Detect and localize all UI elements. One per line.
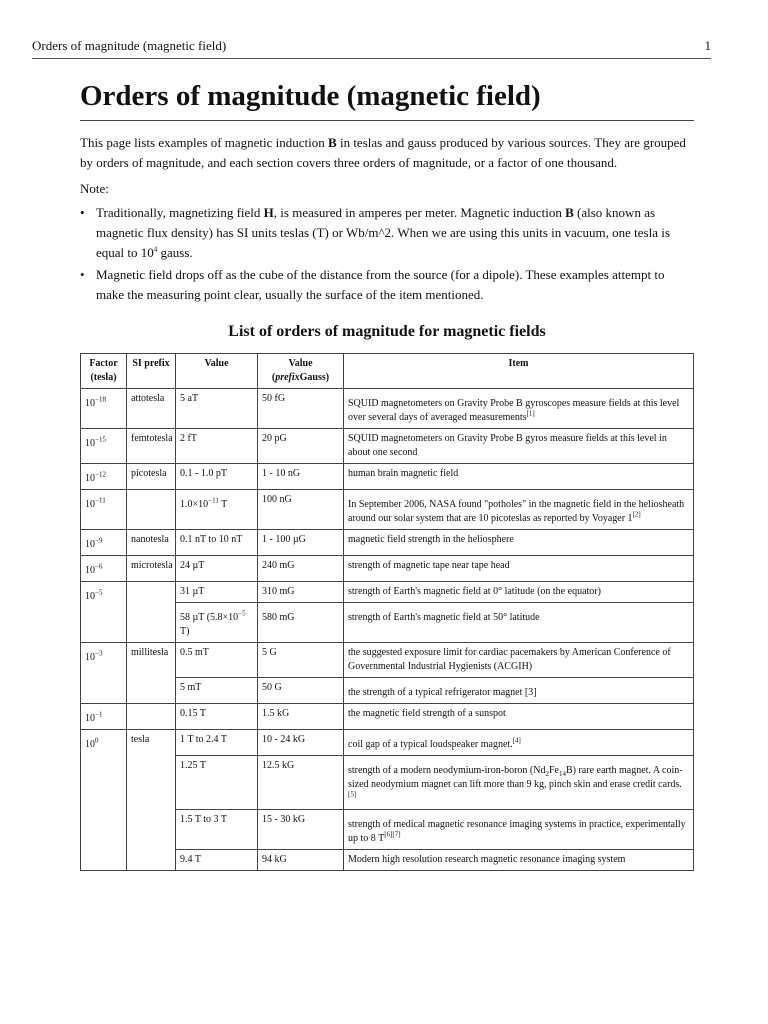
running-header	[32, 38, 711, 59]
cell-item: the magnetic field strength of a sunspot	[344, 704, 694, 730]
subscript: 14	[558, 770, 566, 778]
note-list	[80, 203, 694, 305]
reference-link[interactable]: [5]	[348, 790, 357, 799]
page-number: 1	[704, 38, 711, 53]
factor-base: 10	[85, 652, 95, 663]
cell-value: 5 aT	[176, 389, 258, 429]
cell-item	[344, 730, 694, 756]
factor-exponent: −5	[95, 588, 103, 597]
bullet-text: , is measured in amperes per meter. Magnetic induction	[273, 205, 566, 220]
cell-item	[344, 756, 694, 810]
table-row	[81, 490, 694, 530]
table-row	[81, 730, 694, 756]
col-gauss-unit: Gauss	[299, 372, 326, 383]
col-gauss-label: Value	[288, 358, 313, 369]
cell-gauss: 580 mG	[258, 603, 344, 643]
factor-base: 10	[85, 473, 95, 484]
cell-prefix: picotesla	[127, 464, 176, 490]
cell-value: 5 mT	[176, 678, 258, 704]
table-row	[81, 582, 694, 603]
cell-gauss: 12.5 kG	[258, 756, 344, 810]
item-text: In September 2006, NASA found "potholes" in the magnetic field in the heliosheath around our solar system that are 10 picoteslas as reported by Voyager 1	[348, 499, 685, 524]
factor-base: 10	[85, 591, 95, 602]
cell-value: 9.4 T	[176, 850, 258, 871]
cell-gauss: 1 - 100 µG	[258, 530, 344, 556]
col-value: Value	[176, 354, 258, 389]
symbol-b: B	[328, 135, 337, 150]
cell-factor	[81, 389, 127, 429]
cell-item: SQUID magnetometers on Gravity Probe B gyros measure fields at this level in about one second	[344, 429, 694, 464]
cell-gauss: 15 - 30 kG	[258, 810, 344, 850]
item-text: SQUID magnetometers on Gravity Probe B gyroscopes measure fields at this level over several days of averaged measurements	[348, 398, 680, 423]
item-text: strength of medical magnetic resonance imaging systems in practice, experimentally up to 8 T	[348, 819, 686, 844]
reference-link[interactable]: [6][7]	[384, 830, 401, 839]
intro-text: This page lists examples of magnetic induction	[80, 135, 329, 150]
cell-gauss: 5 G	[258, 643, 344, 678]
cell-item: Modern high resolution research magnetic resonance imaging system	[344, 850, 694, 871]
cell-item	[344, 490, 694, 530]
value-exponent: −11	[208, 496, 219, 505]
factor-exponent: −12	[95, 470, 106, 479]
cell-factor	[81, 730, 127, 871]
item-text: coil gap of a typical loudspeaker magnet.	[348, 739, 513, 750]
col-factor-unit: (tesla)	[90, 372, 117, 383]
cell-gauss: 100 nG	[258, 490, 344, 530]
intro-text-cont: in teslas and gauss produced by various sources. They are grouped by orders of magnitude, and each section covers three orders of magnitude, or a factor of one thousand.	[80, 135, 686, 170]
article-body	[80, 76, 694, 871]
item-text: B) rare earth magnet. A coin-sized neodymium magnet can lift more than 9 kg, pinch skin and erase credit cards.	[348, 765, 683, 790]
note-label: Note:	[80, 181, 109, 196]
cell-factor	[81, 429, 127, 464]
exponent: 4	[153, 245, 158, 254]
cell-factor	[81, 704, 127, 730]
cell-gauss: 240 mG	[258, 556, 344, 582]
table-row	[81, 704, 694, 730]
value-text-cont: T)	[180, 626, 190, 637]
cell-value: 1.5 T to 3 T	[176, 810, 258, 850]
cell-factor	[81, 490, 127, 530]
cell-prefix: nanotesla	[127, 530, 176, 556]
factor-exponent: −15	[95, 435, 106, 444]
cell-value: 1.25 T	[176, 756, 258, 810]
table-row	[81, 556, 694, 582]
factor-base: 10	[85, 713, 95, 724]
col-item: Item	[344, 354, 694, 389]
cell-value: 0.5 mT	[176, 643, 258, 678]
factor-base: 10	[85, 565, 95, 576]
cell-value: 0.1 - 1.0 pT	[176, 464, 258, 490]
cell-factor	[81, 556, 127, 582]
value-text: 58 µT (5.8×10	[180, 612, 239, 623]
cell-value: 24 µT	[176, 556, 258, 582]
table-row	[81, 429, 694, 464]
cell-item: strength of magnetic tape near tape head	[344, 556, 694, 582]
item-text: Fe	[548, 765, 559, 776]
cell-factor	[81, 582, 127, 643]
symbol-h: H	[263, 205, 274, 220]
col-prefix: SI prefix	[127, 354, 176, 389]
factor-exponent: −18	[95, 395, 106, 404]
magnitude-table	[80, 353, 694, 871]
col-gauss-prefix: prefix	[275, 372, 300, 383]
factor-base: 10	[85, 539, 95, 550]
cell-prefix: tesla	[127, 730, 176, 871]
item-text: strength of a modern neodymium-iron-boron (Nd	[348, 765, 546, 776]
table-row	[81, 389, 694, 429]
cell-value: 0.1 nT to 10 nT	[176, 530, 258, 556]
factor-base: 10	[85, 499, 95, 510]
cell-value: 1 T to 2.4 T	[176, 730, 258, 756]
cell-factor	[81, 530, 127, 556]
col-factor-label: Factor	[89, 358, 118, 369]
cell-gauss: 310 mG	[258, 582, 344, 603]
cell-prefix: attotesla	[127, 389, 176, 429]
value-exponent: −5	[238, 609, 246, 618]
cell-gauss: 50 G	[258, 678, 344, 704]
page-title: Orders of magnitude (magnetic field)	[80, 76, 694, 121]
reference-link[interactable]: [4]	[512, 736, 521, 745]
note-item-units	[80, 203, 694, 263]
running-title: Orders of magnitude (magnetic field)	[32, 38, 227, 53]
bullet-text: (also known as magnetic flux density) has SI units teslas (T) or Wb/m^2. When we are using this units in vacuum, one tesla is equal to 10	[96, 205, 670, 260]
cell-prefix: millitesla	[127, 643, 176, 704]
cell-factor	[81, 464, 127, 490]
symbol-b: B	[565, 205, 574, 220]
cell-value	[176, 490, 258, 530]
factor-base: 10	[85, 438, 95, 449]
reference-link[interactable]: [1]	[526, 409, 535, 418]
cell-gauss: 94 kG	[258, 850, 344, 871]
cell-gauss: 1 - 10 nG	[258, 464, 344, 490]
cell-gauss: 1.5 kG	[258, 704, 344, 730]
cell-factor	[81, 643, 127, 704]
cell-value: 2 fT	[176, 429, 258, 464]
value-unit: T	[218, 499, 228, 510]
cell-item: strength of Earth's magnetic field at 0° latitude (on the equator)	[344, 582, 694, 603]
cell-gauss: 10 - 24 kG	[258, 730, 344, 756]
cell-item: the suggested exposure limit for cardiac pacemakers by American Conference of Governmental Industrial Hygienists (ACGIH)	[344, 643, 694, 678]
bullet-text: Traditionally, magnetizing field	[96, 205, 264, 220]
cell-item: strength of Earth's magnetic field at 50° latitude	[344, 603, 694, 643]
col-factor	[81, 354, 127, 389]
factor-exponent: −11	[95, 496, 106, 505]
cell-prefix: microtesla	[127, 556, 176, 582]
factor-exponent: −9	[95, 536, 103, 545]
cell-prefix	[127, 490, 176, 530]
cell-prefix	[127, 704, 176, 730]
factor-exponent: −6	[95, 562, 103, 571]
cell-item: magnetic field strength in the heliosphere	[344, 530, 694, 556]
factor-base: 10	[85, 398, 95, 409]
cell-item	[344, 389, 694, 429]
col-gauss: Value (prefixGauss)	[258, 354, 344, 389]
cell-item	[344, 810, 694, 850]
bullet-text: gauss.	[157, 245, 193, 260]
table-row	[81, 464, 694, 490]
reference-link[interactable]: [2]	[632, 510, 641, 519]
value-base: 1.0×10	[180, 499, 209, 510]
factor-base: 10	[85, 739, 95, 750]
cell-gauss: 50 fG	[258, 389, 344, 429]
subscript: 2	[545, 770, 549, 778]
cell-item: human brain magnetic field	[344, 464, 694, 490]
factor-exponent: 0	[95, 736, 99, 745]
cell-value: 0.15 T	[176, 704, 258, 730]
table-row	[81, 530, 694, 556]
cell-gauss: 20 pG	[258, 429, 344, 464]
cell-value	[176, 603, 258, 643]
section-title: List of orders of magnitude for magnetic fields	[228, 323, 546, 340]
cell-prefix: femtotesla	[127, 429, 176, 464]
intro-paragraph	[80, 133, 694, 173]
cell-value: 31 µT	[176, 582, 258, 603]
table-header-row	[81, 354, 694, 389]
cell-item: the strength of a typical refrigerator magnet [3]	[344, 678, 694, 704]
note-item-dipole: • Magnetic field drops off as the cube of the distance from the source (for a dipole). These examples attempt to make the measuring point clear, usually the surface of the item mentioned.	[80, 265, 694, 305]
factor-exponent: −3	[95, 649, 103, 658]
cell-prefix	[127, 582, 176, 643]
factor-exponent: −1	[95, 710, 103, 719]
table-row	[81, 643, 694, 678]
